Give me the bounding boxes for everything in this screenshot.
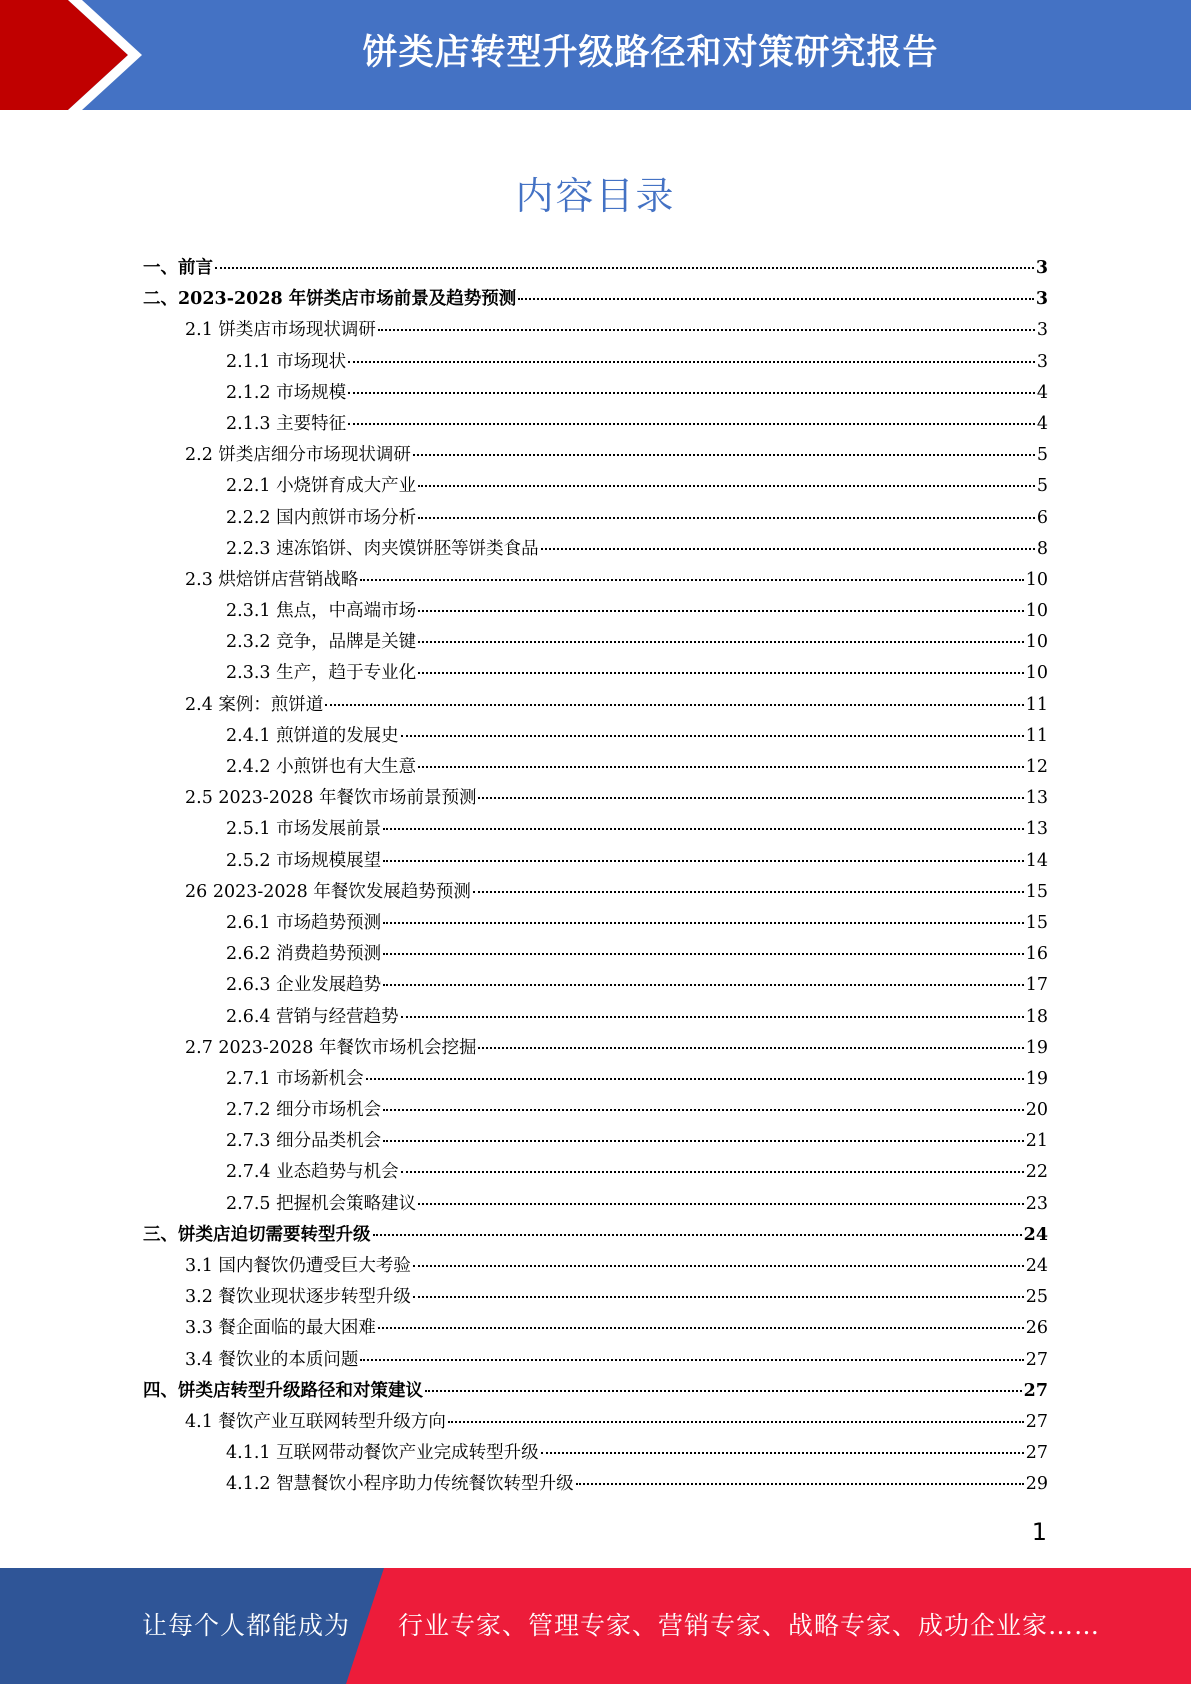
toc-dot-leader (576, 1483, 1024, 1485)
toc-entry[interactable] (143, 1377, 1048, 1408)
toc-dot-leader (383, 828, 1024, 830)
toc-entry-page: 14 (1025, 850, 1048, 871)
toc-dot-leader (383, 953, 1024, 955)
toc-entry-page: 27 (1025, 1443, 1048, 1464)
toc-entry-label: 2.1 饼类店市场现状调研 (185, 320, 376, 341)
toc-entry-page: 5 (1036, 445, 1048, 466)
toc-entry-label: 2.2.3 速冻馅饼、肉夹馍饼胚等饼类食品 (226, 538, 539, 559)
toc-entry[interactable] (143, 909, 1048, 940)
toc-entry-page: 17 (1025, 975, 1048, 996)
toc-entry-label: 4.1 餐饮产业互联网转型升级方向 (185, 1411, 446, 1432)
toc-entry-page: 22 (1025, 1162, 1048, 1183)
toc-entry-label: 四、饼类店转型升级路径和对策建议 (143, 1380, 423, 1401)
toc-dot-leader (383, 1140, 1024, 1142)
toc-entry-label: 2.3.3 生产，趋于专业化 (226, 663, 417, 684)
toc-dot-leader (413, 454, 1035, 456)
toc-entry[interactable] (143, 410, 1048, 441)
toc-entry[interactable] (143, 1127, 1048, 1158)
toc-entry-page: 25 (1025, 1287, 1048, 1308)
toc-dot-leader (401, 1016, 1024, 1018)
toc-entry-page: 4 (1036, 382, 1048, 403)
toc-entry-label: 2.3.2 竞争，品牌是关键 (226, 632, 417, 653)
toc-dot-leader (401, 735, 1024, 737)
toc-entry-label: 4.1.2 智慧餐饮小程序助力传统餐饮转型升级 (226, 1474, 574, 1495)
toc-entry[interactable] (143, 597, 1048, 628)
toc-entry-page: 19 (1025, 1037, 1048, 1058)
toc-entry-page: 13 (1025, 819, 1048, 840)
toc-entry-label: 2.3 烘焙饼店营销战略 (185, 569, 359, 590)
toc-entry-page: 24 (1025, 1256, 1048, 1276)
toc-entry[interactable] (143, 1408, 1048, 1439)
footer-banner (0, 1568, 1191, 1684)
toc-entry-label: 3.1 国内餐饮仍遭受巨大考验 (185, 1256, 411, 1276)
toc-entry[interactable] (143, 1034, 1048, 1065)
toc-entry[interactable] (143, 815, 1048, 846)
toc-entry[interactable] (143, 1314, 1048, 1345)
toc-entry[interactable] (143, 566, 1048, 597)
toc-entry[interactable] (143, 722, 1048, 753)
header-arrow-decoration (0, 0, 160, 110)
toc-entry[interactable] (143, 1283, 1048, 1314)
toc-entry[interactable] (143, 285, 1048, 316)
toc-entry-page: 3 (1036, 351, 1048, 372)
toc-entry-label: 二、2023-2028 年饼类店市场前景及趋势预测 (143, 289, 517, 310)
toc-entry-page: 10 (1025, 632, 1048, 653)
toc-entry-label: 2.1.2 市场规模 (226, 382, 347, 403)
toc-dot-leader (518, 298, 1034, 300)
toc-entry[interactable] (143, 1221, 1048, 1252)
toc-dot-leader (418, 766, 1024, 768)
toc-entry-label: 2.1.3 主要特征 (226, 413, 347, 434)
toc-dot-leader (378, 1327, 1024, 1329)
page-number: 1 (1031, 1518, 1047, 1546)
toc-entry[interactable] (143, 348, 1048, 379)
toc-entry-label: 4.1.1 互联网带动餐饮产业完成转型升级 (226, 1443, 539, 1464)
toc-dot-leader (383, 1109, 1024, 1111)
toc-entry-page: 10 (1025, 569, 1048, 590)
toc-entry-page: 11 (1025, 694, 1048, 715)
toc-entry-page: 20 (1025, 1100, 1048, 1121)
toc-entry-page: 13 (1025, 788, 1048, 809)
toc-dot-leader (360, 1359, 1023, 1361)
toc-entry-page: 3 (1035, 258, 1048, 278)
toc-dot-leader (215, 267, 1034, 269)
toc-entry-page: 19 (1025, 1068, 1048, 1089)
toc-entry-page: 26 (1025, 1318, 1048, 1339)
toc-entry-page: 27 (1025, 1349, 1048, 1370)
header-banner (0, 0, 1191, 110)
toc-entry[interactable] (143, 254, 1048, 285)
toc-entry-label: 26 2023-2028 年餐饮发展趋势预测 (185, 881, 471, 902)
toc-dot-leader (473, 891, 1024, 893)
toc-dot-leader (418, 517, 1035, 519)
toc-entry[interactable] (143, 441, 1048, 472)
toc-entry[interactable] (143, 504, 1048, 535)
toc-entry[interactable] (143, 316, 1048, 347)
toc-entry[interactable] (143, 784, 1048, 815)
toc-entry-label: 三、饼类店迫切需要转型升级 (143, 1224, 371, 1245)
toc-dot-leader (418, 485, 1035, 487)
toc-entry[interactable] (143, 971, 1048, 1002)
toc-dot-leader (401, 1171, 1024, 1173)
toc-entry-label: 2.7.4 业态趋势与机会 (226, 1162, 399, 1183)
toc-entry-page: 10 (1025, 601, 1048, 622)
toc-entry-label: 2.4.2 小煎饼也有大生意 (226, 757, 417, 777)
toc-entry-label: 2.5.2 市场规模展望 (226, 850, 382, 871)
toc-entry-page: 18 (1025, 1006, 1048, 1027)
toc-entry-page: 23 (1025, 1193, 1048, 1214)
toc-entry-page: 6 (1036, 507, 1048, 528)
toc-entry-label: 3.3 餐企面临的最大困难 (185, 1318, 376, 1339)
toc-entry-label: 2.6.2 消费趋势预测 (226, 944, 382, 965)
toc-entry[interactable] (143, 535, 1048, 566)
toc-entry-label: 2.2.2 国内煎饼市场分析 (226, 507, 417, 528)
toc-dot-leader (360, 579, 1023, 581)
toc-dot-leader (373, 1234, 1022, 1236)
toc-entry-page: 16 (1025, 944, 1048, 965)
toc-entry[interactable] (143, 753, 1048, 784)
toc-entry-page: 3 (1036, 320, 1048, 341)
toc-dot-leader (413, 1296, 1024, 1298)
toc-dot-leader (418, 610, 1024, 612)
toc-entry-page: 15 (1025, 881, 1048, 902)
footer-expert-list: 行业专家、管理专家、营销专家、战略专家、成功企业家…… (398, 1611, 1101, 1640)
toc-entry[interactable] (143, 379, 1048, 410)
toc-entry[interactable] (143, 691, 1048, 722)
toc-entry-page: 27 (1025, 1411, 1048, 1432)
toc-entry-page: 11 (1025, 725, 1048, 746)
toc-entry-label: 2.2 饼类店细分市场现状调研 (185, 445, 411, 466)
report-title: 饼类店转型升级路径和对策研究报告 (362, 33, 939, 73)
toc-dot-leader (541, 548, 1035, 550)
toc-entry-label: 3.4 餐饮业的本质问题 (185, 1349, 359, 1370)
toc-entry-label: 2.7.1 市场新机会 (226, 1068, 364, 1089)
toc-entry[interactable] (143, 1065, 1048, 1096)
toc-entry-page: 5 (1036, 476, 1048, 497)
toc-entry-page: 3 (1035, 289, 1048, 310)
toc-entry-page: 27 (1023, 1380, 1048, 1401)
toc-entry-label: 2.1.1 市场现状 (226, 351, 347, 372)
toc-dot-leader (348, 423, 1035, 425)
toc-dot-leader (448, 1421, 1024, 1423)
toc-entry-label: 2.7 2023-2028 年餐饮市场机会挖掘 (185, 1037, 477, 1058)
toc-entry-label: 2.3.1 焦点，中高端市场 (226, 601, 417, 622)
footer-slogan: 让每个人都能成为 (142, 1611, 351, 1640)
toc-dot-leader (418, 1203, 1024, 1205)
toc-entry[interactable] (143, 1158, 1048, 1189)
toc-heading: 内容目录 (515, 174, 676, 218)
toc-dot-leader (348, 361, 1035, 363)
toc-entry-label: 2.7.3 细分品类机会 (226, 1131, 382, 1152)
toc-entry[interactable] (143, 847, 1048, 878)
toc-entry-page: 29 (1025, 1474, 1048, 1495)
toc-entry[interactable] (143, 1470, 1048, 1501)
toc-entry-label: 2.6.3 企业发展趋势 (226, 975, 382, 996)
toc-entry-page: 10 (1025, 663, 1048, 684)
toc-dot-leader (418, 641, 1024, 643)
toc-entry-label: 2.6.1 市场趋势预测 (226, 912, 382, 933)
toc-entry[interactable] (143, 1190, 1048, 1221)
toc-entry[interactable] (143, 1439, 1048, 1470)
toc-entry[interactable] (143, 659, 1048, 690)
toc-dot-leader (378, 329, 1035, 331)
toc-entry-label: 2.4 案例：煎饼道 (185, 694, 324, 715)
toc-entry-label: 2.5 2023-2028 年餐饮市场前景预测 (185, 788, 477, 809)
toc-dot-leader (413, 1265, 1024, 1267)
toc-entry[interactable] (143, 628, 1048, 659)
toc-entry[interactable] (143, 940, 1048, 971)
toc-entry-page: 8 (1036, 538, 1048, 559)
toc-entry[interactable] (143, 878, 1048, 909)
toc-entry[interactable] (143, 1346, 1048, 1377)
toc-entry-page: 12 (1025, 757, 1048, 777)
toc-entry-label: 2.5.1 市场发展前景 (226, 819, 382, 840)
toc-entry[interactable] (143, 472, 1048, 503)
toc-dot-leader (383, 860, 1024, 862)
toc-dot-leader (541, 1452, 1024, 1454)
toc-entry-label: 3.2 餐饮业现状逐步转型升级 (185, 1287, 411, 1308)
toc-entry-page: 21 (1025, 1131, 1048, 1152)
toc-dot-leader (348, 392, 1035, 394)
toc-dot-leader (366, 1078, 1024, 1080)
toc-dot-leader (478, 797, 1023, 799)
toc-entry-page: 24 (1023, 1224, 1048, 1245)
toc-entry[interactable] (143, 1096, 1048, 1127)
toc-entry-label: 一、前言 (143, 258, 213, 278)
toc-entry-label: 2.6.4 营销与经营趋势 (226, 1006, 399, 1027)
toc-entry[interactable] (143, 1252, 1048, 1283)
toc-entry-label: 2.7.2 细分市场机会 (226, 1100, 382, 1121)
toc-dot-leader (478, 1047, 1023, 1049)
toc-entry-page: 15 (1025, 912, 1048, 933)
toc-entry-label: 2.2.1 小烧饼育成大产业 (226, 476, 417, 497)
table-of-contents (143, 254, 1048, 1502)
toc-entry-label: 2.4.1 煎饼道的发展史 (226, 725, 399, 746)
toc-entry-label: 2.7.5 把握机会策略建议 (226, 1193, 417, 1214)
toc-entry[interactable] (143, 1003, 1048, 1034)
toc-dot-leader (425, 1390, 1022, 1392)
toc-dot-leader (418, 672, 1024, 674)
toc-entry-page: 4 (1036, 413, 1048, 434)
toc-dot-leader (325, 704, 1023, 706)
toc-dot-leader (383, 984, 1024, 986)
toc-dot-leader (383, 922, 1024, 924)
